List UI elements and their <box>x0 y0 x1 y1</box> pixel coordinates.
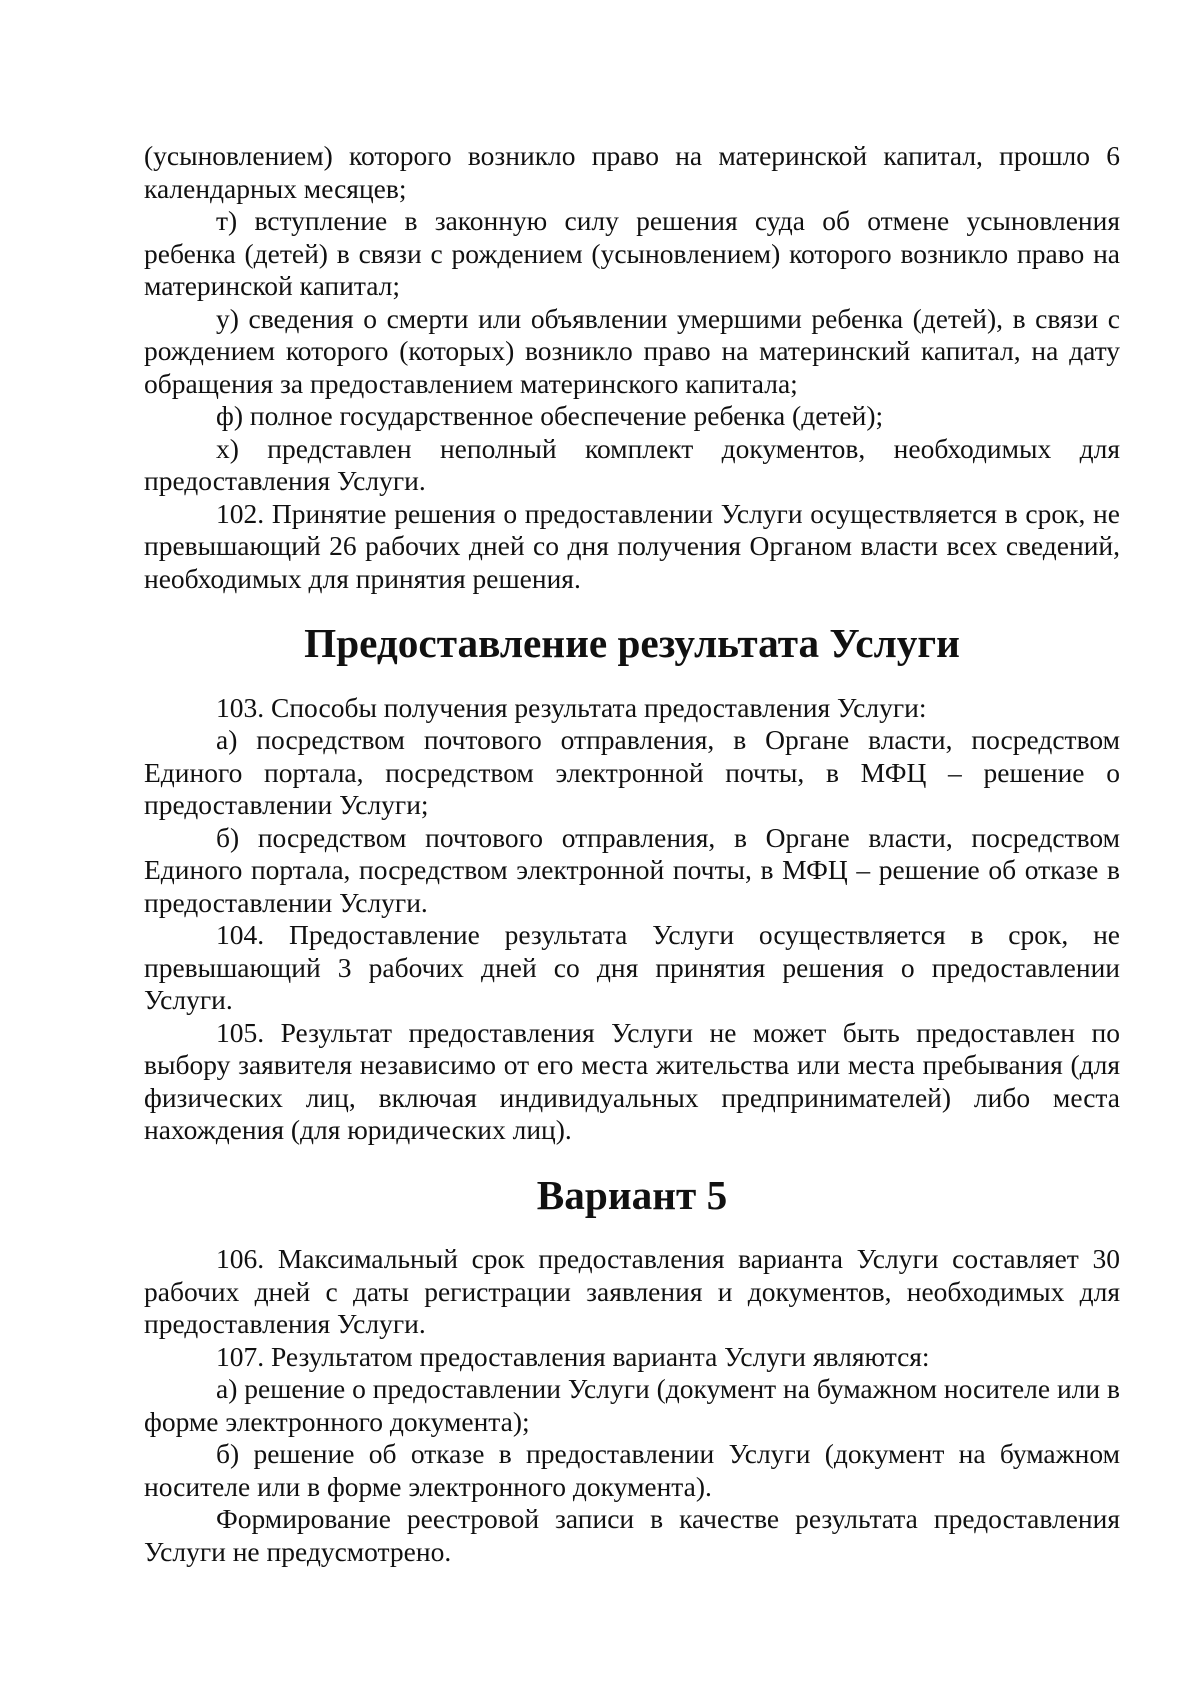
paragraph-item-u: у) сведения о смерти или объявлении умершими ребенка (детей), в связи с рождением которого (которых) возникло право на материнский капитал, на дату обращения за предоставлением материнского капитала; <box>144 302 1120 399</box>
paragraph-item-a-103: а) посредством почтового отправления, в Органе власти, посредством Единого портала, посредством электронной почты, в МФЦ – решение о предоставлении Услуги; <box>144 724 1120 820</box>
paragraph-105: 105. Результат предоставления Услуги не может быть предоставлен по выбору заявителя независимо от его места жительства или места пребывания (для физических лиц, включая индивидуальных предпринимателей) либо места нахождения (для юридических лиц). <box>144 1016 1120 1145</box>
document-page <box>144 140 1120 1568</box>
paragraph-item-b-107: б) решение об отказе в предоставлении Услуги (документ на бумажном носителе или в форме электронного документа). <box>144 1438 1120 1502</box>
paragraph-104: 104. Предоставление результата Услуги осуществляется в срок, не превышающий 3 рабочих дней со дня принятия решения о предоставлении Услуги. <box>144 919 1120 1015</box>
section-heading-result: Предоставление результата Услуги <box>304 620 960 666</box>
paragraph-103: 103. Способы получения результата предоставления Услуги: <box>216 691 927 723</box>
paragraph-continuation: (усыновлением) которого возникло право на материнской капитал, прошло 6 календарных месяцев; <box>144 140 1120 204</box>
paragraph-registry-note: Формирование реестровой записи в качестве результата предоставления Услуги не предусмотрено. <box>144 1503 1120 1567</box>
paragraph-item-b-103: б) посредством почтового отправления, в Органе власти, посредством Единого портала, посредством электронной почты, в МФЦ – решение об отказе в предоставлении Услуги. <box>144 821 1120 918</box>
paragraph-106: 106. Максимальный срок предоставления варианта Услуги составляет 30 рабочих дней с даты регистрации заявления и документов, необходимых для предоставления Услуги. <box>144 1243 1120 1339</box>
paragraph-107: 107. Результатом предоставления варианта Услуги являются: <box>216 1340 930 1372</box>
paragraph-item-t: т) вступление в законную силу решения суда об отмене усыновления ребенка (детей) в связи с рождением (усыновлением) которого возникло право на материнской капитал; <box>144 205 1120 301</box>
paragraph-item-f: ф) полное государственное обеспечение ребенка (детей); <box>216 400 884 431</box>
paragraph-item-kh: х) представлен неполный комплект документов, необходимых для предоставления Услуги. <box>144 432 1120 496</box>
paragraph-item-a-107: а) решение о предоставлении Услуги (документ на бумажном носителе или в форме электронного документа); <box>144 1373 1120 1437</box>
section-heading-variant-5: Вариант 5 <box>536 1171 728 1218</box>
paragraph-102: 102. Принятие решения о предоставлении Услуги осуществляется в срок, не превышающий 26 рабочих дней со дня получения Органом власти всех сведений, необходимых для принятия решения. <box>144 497 1120 594</box>
